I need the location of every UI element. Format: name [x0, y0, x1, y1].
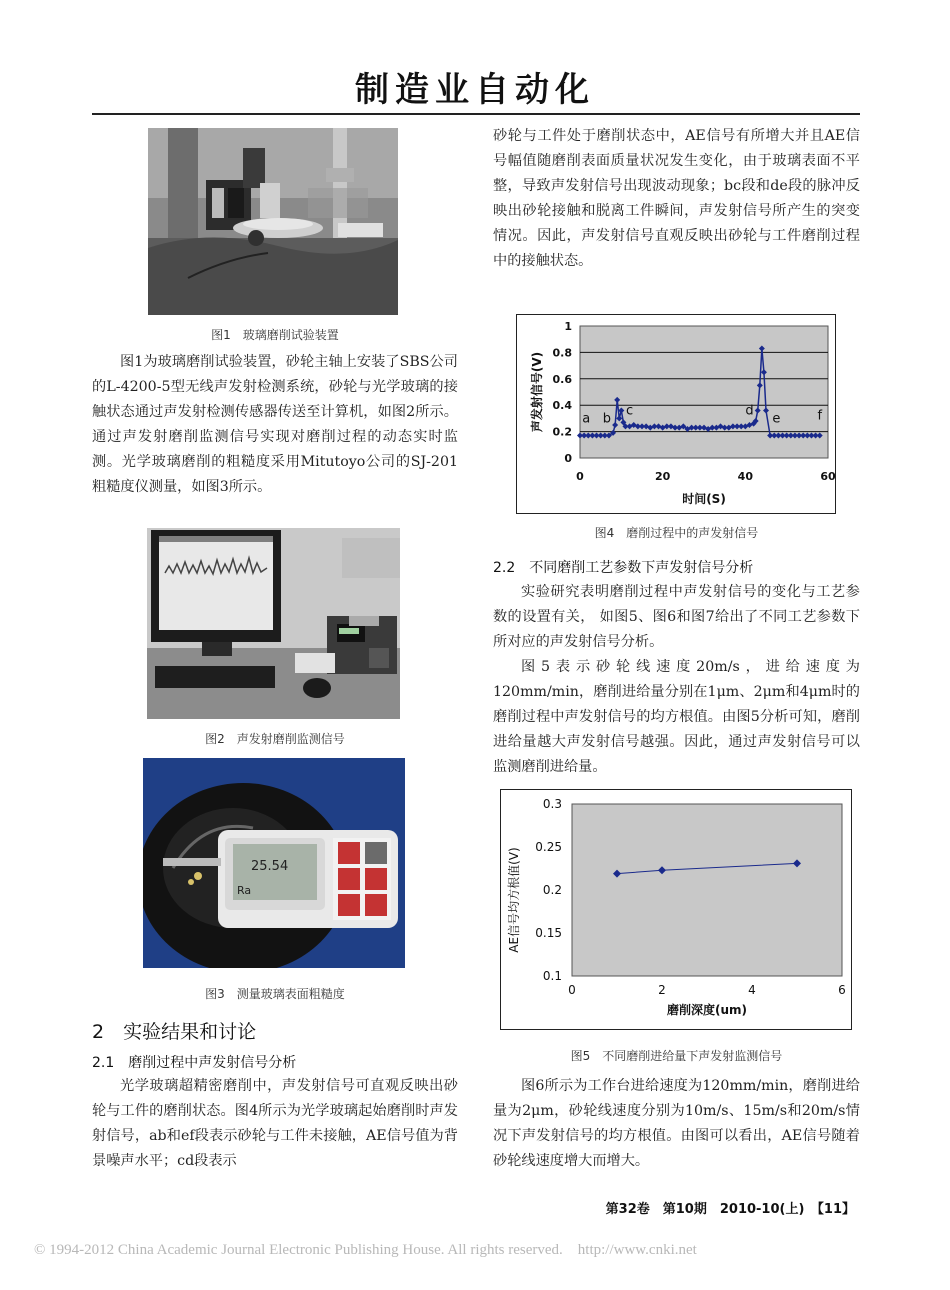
grinding-setup-illustration [148, 128, 398, 315]
right-paragraph-4: 图6所示为工作台进给速度为120mm/min，磨削进给量为2μm，砂轮线速度分别为10m/s、15m/s和20m/s情况下声发射信号的均方根值。由图可以看出，AE信号随着砂轮线速度增大而增大。 [493, 1078, 860, 1169]
figure5-chart [500, 789, 852, 1030]
annotation-label: b [602, 411, 611, 427]
y-tick-label: 0.6 [552, 372, 572, 386]
x-tick-label: 20 [655, 470, 671, 483]
figure4-caption: 图4 磨削过程中的声发射信号 [594, 526, 759, 540]
y-tick-label: 0.3 [542, 797, 562, 811]
figure1-photo [148, 128, 398, 315]
annotation-label: e [772, 411, 781, 427]
right-paragraph-3: 图5表示砂轮线速度20m/s，进给速度为120mm/min，磨削进给量分别在1μm、2μm和4μm时的磨削过程中声发射信号的均方根值。由图5分析可知，磨削进给量越大声发射信号越强。因此，通过声发射信号可以监测磨削进给量。 [493, 659, 860, 775]
figure2-photo [147, 528, 400, 719]
x-tick-label: 60 [820, 470, 836, 483]
x-axis-label: 时间(S) [682, 492, 726, 506]
y-axis-label: 声发射信号(V) [530, 351, 544, 433]
y-tick-label: 0 [564, 452, 572, 465]
plot-area [572, 804, 842, 976]
y-axis-label: AE信号均方根值(V) [507, 847, 521, 953]
y-tick-label: 0.15 [535, 926, 562, 940]
section-2-1-heading: 2.1 磨削过程中声发射信号分析 [92, 1055, 297, 1071]
x-tick-label: 4 [748, 983, 756, 997]
header-rule [92, 113, 860, 115]
y-tick-label: 0.2 [552, 425, 572, 439]
figure1-caption: 图1 玻璃磨削试验装置 [211, 328, 339, 342]
figure3-caption: 图3 测量玻璃表面粗糙度 [205, 987, 345, 1001]
x-tick-label: 6 [838, 983, 846, 997]
monitoring-computer-illustration [147, 528, 400, 719]
meter-ra-label: Ra [237, 884, 252, 897]
y-tick-label: 0.2 [542, 883, 562, 897]
x-tick-label: 40 [737, 470, 753, 483]
x-tick-label: 0 [576, 470, 584, 483]
left-paragraph-1: 图1为玻璃磨削试验装置，砂轮主轴上安装了SBS公司的L-4200-5型无线声发射检测系统，砂轮与光学玻璃的接触状态通过声发射检测传感器传送至计算机，如图2所示。通过声发射磨削监测信号实现对磨削过程的动态实时监测。光学玻璃磨削的粗糙度采用Mitutoyo公司的SJ-201粗糙度仪测量，如图3所示。 [92, 354, 458, 495]
y-tick-label: 0.4 [552, 399, 572, 413]
copyright-notice: © 1994-2012 China Academic Journal Electronic Publishing House. All rights reserved. http://www.cnki.net [34, 1242, 697, 1258]
meter-display-value: 25.54 [251, 859, 289, 874]
section-2-heading: 2 实验结果和讨论 [92, 1021, 257, 1043]
x-tick-label: 2 [658, 983, 666, 997]
left-paragraph-2: 光学玻璃超精密磨削中，声发射信号可直观反映出砂轮与工件的磨削状态。图4所示为光学玻璃起始磨削时声发射信号，ab和ef段表示砂轮与工件未接触，AE信号值为背景噪声水平；cd段表示 [92, 1078, 458, 1169]
figure4-chart [516, 314, 836, 514]
annotation-label: a [582, 411, 591, 427]
right-paragraph-2: 实验研究表明磨削过程中声发射信号的变化与工艺参数的设置有关， 如图5、图6和图7给出了不同工艺参数下所对应的声发射信号分析。 [493, 584, 860, 650]
annotation-label: c [626, 403, 634, 419]
y-tick-label: 0.25 [535, 840, 562, 854]
annotation-label: d [745, 403, 754, 419]
x-axis-label: 磨削深度(um) [666, 1003, 748, 1017]
figure3-photo [143, 758, 405, 968]
issue-info: 第32卷 第10期 2010-10(上) 【11】 [605, 1202, 855, 1217]
y-tick-label: 0.1 [542, 969, 562, 983]
figure5-caption: 图5 不同磨削进给量下声发射监测信号 [570, 1049, 783, 1063]
x-tick-label: 0 [568, 983, 576, 997]
roughness-meter-illustration [143, 758, 405, 968]
right-paragraph-1: 砂轮与工件处于磨削状态中，AE信号有所增大并且AE信号幅值随磨削表面质量状况发生变化，由于玻璃表面不平整，导致声发射信号出现波动现象；bc段和de段的脉冲反映出砂轮接触和脱离工件瞬间，声发射信号所产生的突变情况。因此，声发射信号直观反映出砂轮与工件磨削过程中的接触状态。 [493, 128, 860, 269]
y-tick-label: 0.8 [552, 346, 572, 360]
ae-rms-chart [500, 789, 852, 1030]
ae-signal-chart [516, 314, 836, 514]
annotation-label: f [817, 408, 823, 424]
y-tick-label: 1 [564, 320, 572, 333]
figure2-caption: 图2 声发射磨削监测信号 [205, 732, 345, 746]
journal-logo: 制造业自动化 [355, 70, 595, 110]
section-2-2-heading: 2.2 不同磨削工艺参数下声发射信号分析 [493, 560, 754, 576]
